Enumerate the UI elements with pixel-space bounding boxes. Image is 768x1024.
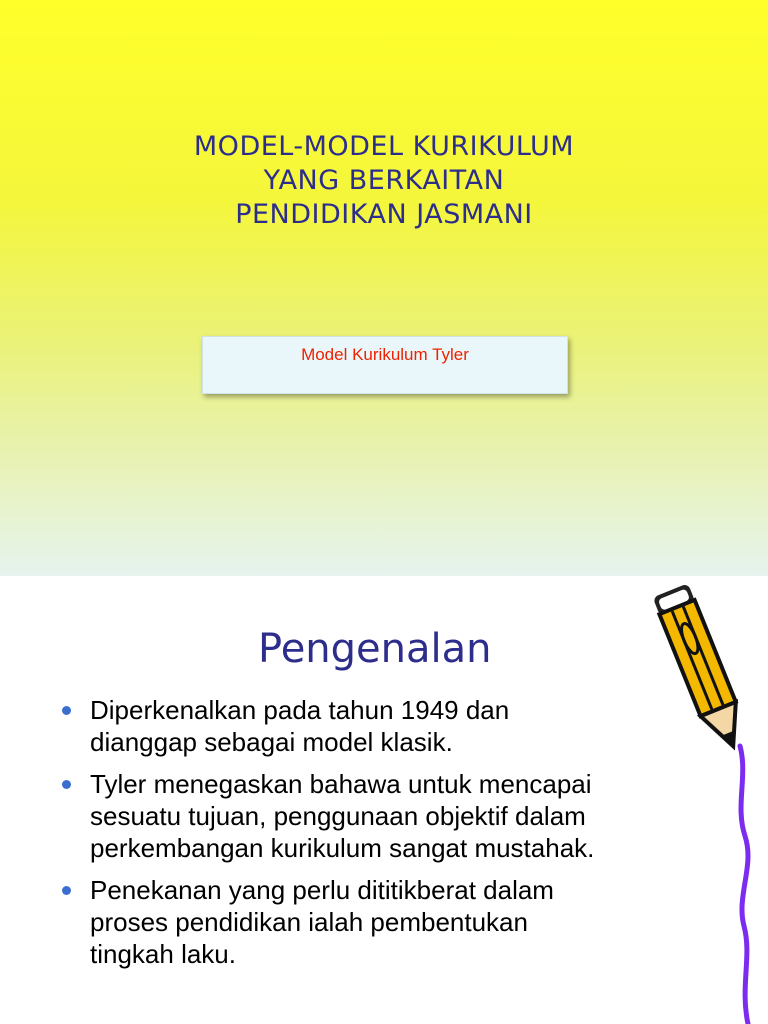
bullet-dot-icon [62,886,71,895]
bullet-item-3 [58,874,698,970]
bullet-list [58,694,698,980]
title-line-1: MODEL-MODEL KURIKULUM [193,131,575,162]
bullet-line: Diperkenalkan pada tahun 1949 dan [90,695,510,725]
bullet-item-2 [58,768,698,864]
bullet-line: Tyler menegaskan bahawa untuk mencapai [90,769,592,799]
subtitle-text: Model Kurikulum Tyler [301,345,469,364]
bullet-line: sesuatu tujuan, penggunaan objektif dalam [90,801,586,831]
squiggle-line [740,746,748,1024]
slide-heading: Pengenalan [258,626,492,672]
bullet-dot-icon [62,706,71,715]
pencil-icon [640,576,768,1024]
slide-title-heading [0,130,768,232]
title-line-3: PENDIDIKAN JASMANI [235,199,533,230]
subtitle-box [202,336,568,394]
bullet-line: perkembangan kurikulum sangat mustahak. [90,833,595,863]
bullet-dot-icon [62,780,71,789]
title-line-2: YANG BERKAITAN [263,165,505,196]
bullet-line: Penekanan yang perlu dititikberat dalam [90,875,554,905]
pencil-body [653,583,751,753]
bullet-line: dianggap sebagai model klasik. [90,727,453,757]
bullet-line: tingkah laku. [90,939,236,969]
bullet-line: proses pendidikan ialah pembentukan [90,907,528,937]
bullet-item-1 [58,694,698,758]
